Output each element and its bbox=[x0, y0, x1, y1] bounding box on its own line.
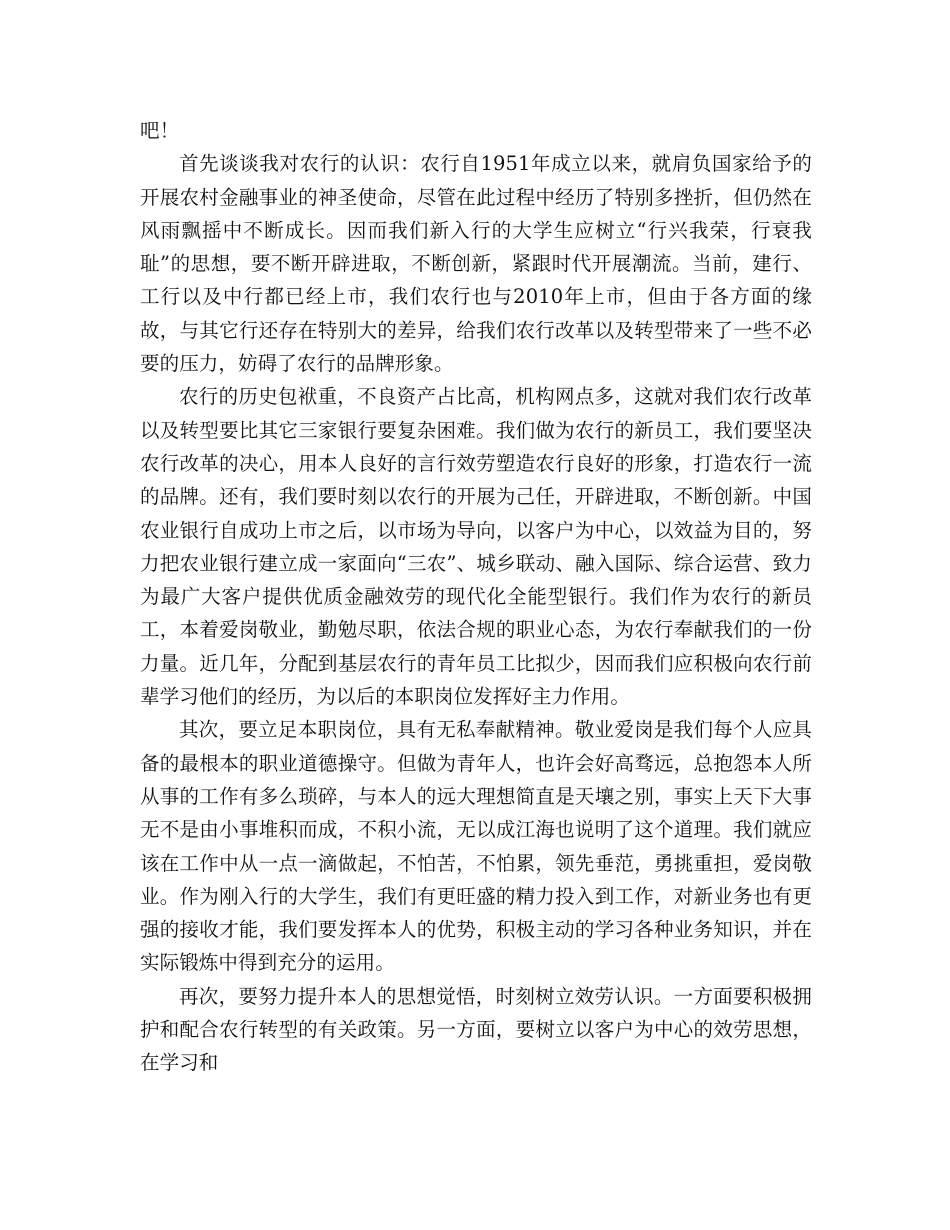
paragraph-history-burden: 农行的历史包袱重，不良资产占比高，机构网点多，这就对我们农行改革以及转型要比其它三家银行要复杂困难。我们做为农行的新员工，我们要坚决农行改革的决心，用本人良好的言行效劳塑造农行良好的形象，打造农行一流的品牌。还有，我们要时刻以农行的开展为己任，开辟进取，不断创新。中国农业银行自成功上市之后，以市场为导向，以客户为中心，以效益为目的，努力把农业银行建立成一家面向“三农”、城乡联动、融入国际、综合运营、致力为最广大客户提供优质金融效劳的现代化全能型银行。我们作为农行的新员工，本着爱岗敬业，勤勉尽职，依法合规的职业心态，为农行奉献我们的一份力量。近几年，分配到基层农行的青年员工比拟少，因而我们应积极向农行前辈学习他们的经历，为以后的本职岗位发挥好主力作用。 bbox=[140, 385, 812, 709]
document-body bbox=[140, 114, 812, 1080]
paragraph-continuation: 吧！ bbox=[140, 119, 180, 142]
paragraph-understanding-abc: 首先谈谈我对农行的认识：农行自1951年成立以来，就肩负国家给予的开展农村金融事业的神圣使命，尽管在此过程中经历了特别多挫折，但仍然在风雨飘摇中不断成长。因而我们新入行的大学生应树立“行兴我荣，行衰我耻”的思想，要不断开辟进取，不断创新，紧跟时代开展潮流。当前，建行、工行以及中行都已经上市，我们农行也与2010年上市，但由于各方面的缘故，与其它行还存在特别大的差异，给我们农行改革以及转型带来了一些不必要的压力，妨碍了农行的品牌形象。 bbox=[140, 152, 812, 376]
paragraph-dedication: 其次，要立足本职岗位，具有无私奉献精神。敬业爱岗是我们每个人应具备的最根本的职业道德操守。但做为青年人，也许会好高骛远，总抱怨本人所从事的工作有多么琐碎，与本人的远大理想简直是天壤之别，事实上天下大事无不是由小事堆积而成，不积小流，无以成江海也说明了这个道理。我们就应该在工作中从一点一滴做起，不怕苦，不怕累，领先垂范，勇挑重担，爱岗敬业。作为刚入行的大学生，我们有更旺盛的精力投入到工作，对新业务也有更强的接收才能，我们要发挥本人的优势，积极主动的学习各种业务知识，并在实际锻炼中得到充分的运用。 bbox=[140, 718, 812, 975]
paragraph-service-awareness: 再次，要努力提升本人的思想觉悟，时刻树立效劳认识。一方面要积极拥护和配合农行转型的有关政策。另一方面，要树立以客户为中心的效劳思想，在学习和 bbox=[140, 984, 812, 1075]
